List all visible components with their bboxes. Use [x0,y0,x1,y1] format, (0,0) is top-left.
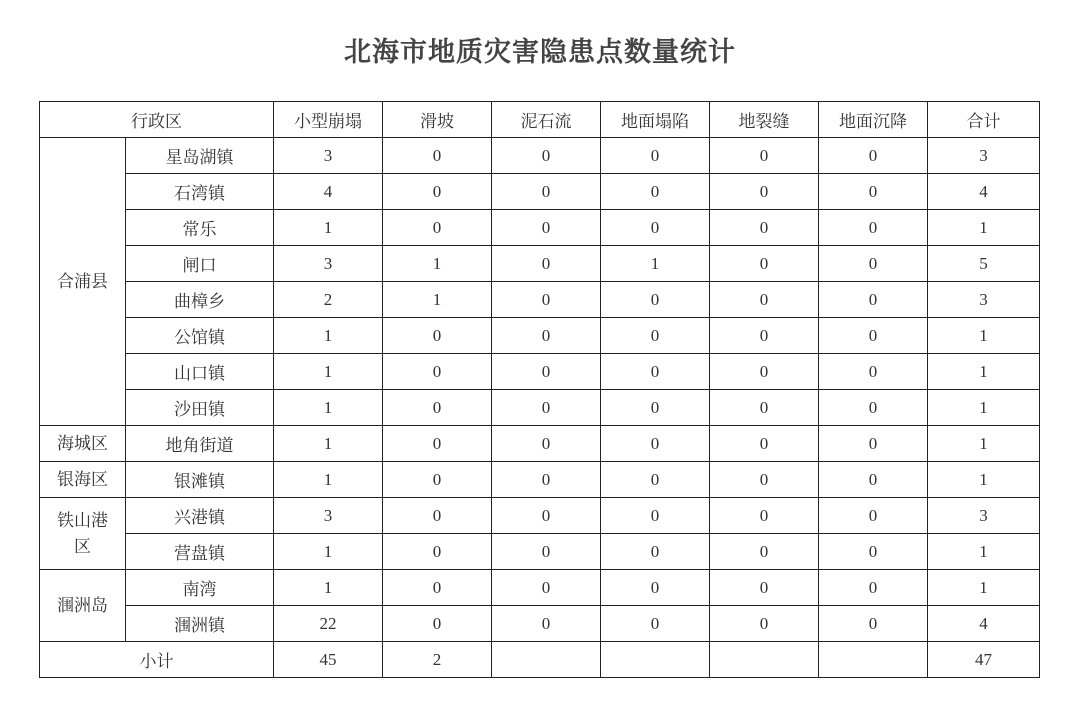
value-cell: 1 [274,534,383,570]
value-cell: 0 [819,390,928,426]
value-cell: 0 [819,534,928,570]
subtotal-label: 小计 [40,642,274,678]
town-cell: 南湾 [126,570,274,606]
total-cell: 1 [928,426,1040,462]
town-cell: 沙田镇 [126,390,274,426]
value-cell: 0 [601,606,710,642]
value-cell: 0 [710,498,819,534]
header-row [40,102,1040,138]
value-cell: 0 [601,462,710,498]
subtotal-value [710,642,819,678]
value-cell: 0 [819,174,928,210]
header-ground-fissure: 地裂缝 [710,102,819,138]
value-cell: 0 [710,246,819,282]
total-cell: 1 [928,390,1040,426]
table-row [40,498,1040,534]
district-tieshangang: 铁山港区 [40,498,126,570]
value-cell: 1 [274,570,383,606]
town-cell: 闸口 [126,246,274,282]
value-cell: 0 [492,318,601,354]
value-cell: 0 [819,462,928,498]
value-cell: 0 [492,534,601,570]
total-cell: 4 [928,606,1040,642]
town-cell: 曲樟乡 [126,282,274,318]
table-row [40,462,1040,498]
value-cell: 0 [383,426,492,462]
value-cell: 0 [710,354,819,390]
value-cell: 0 [601,426,710,462]
subtotal-value [819,642,928,678]
town-cell: 常乐 [126,210,274,246]
town-cell: 石湾镇 [126,174,274,210]
value-cell: 1 [601,246,710,282]
value-cell: 0 [492,138,601,174]
header-collapse: 小型崩塌 [274,102,383,138]
value-cell: 0 [492,174,601,210]
header-debris-flow: 泥石流 [492,102,601,138]
value-cell: 0 [492,426,601,462]
value-cell: 0 [383,354,492,390]
value-cell: 1 [383,246,492,282]
total-cell: 1 [928,534,1040,570]
total-cell: 1 [928,462,1040,498]
town-cell: 地角街道 [126,426,274,462]
value-cell: 0 [492,498,601,534]
value-cell: 0 [710,534,819,570]
value-cell: 0 [492,570,601,606]
subtotal-value: 2 [383,642,492,678]
total-cell: 1 [928,210,1040,246]
value-cell: 0 [492,606,601,642]
value-cell: 0 [601,498,710,534]
value-cell: 0 [601,318,710,354]
town-cell: 银滩镇 [126,462,274,498]
value-cell: 0 [710,462,819,498]
value-cell: 1 [274,210,383,246]
value-cell: 0 [710,174,819,210]
value-cell: 0 [601,138,710,174]
value-cell: 1 [274,462,383,498]
district-haicheng: 海城区 [40,426,126,462]
value-cell: 0 [601,570,710,606]
value-cell: 0 [383,138,492,174]
value-cell: 0 [383,390,492,426]
table-row [40,354,1040,390]
value-cell: 0 [383,534,492,570]
value-cell: 4 [274,174,383,210]
value-cell: 0 [492,246,601,282]
district-hepu: 合浦县 [40,138,126,426]
value-cell: 0 [819,318,928,354]
value-cell: 0 [492,282,601,318]
value-cell: 0 [492,462,601,498]
subtotal-value [601,642,710,678]
total-cell: 3 [928,498,1040,534]
hazard-statistics-table [39,101,1040,678]
value-cell: 0 [601,390,710,426]
district-weizhoudao: 涠洲岛 [40,570,126,642]
value-cell: 0 [710,390,819,426]
value-cell: 0 [710,606,819,642]
value-cell: 0 [383,174,492,210]
value-cell: 0 [819,570,928,606]
subtotal-total: 47 [928,642,1040,678]
header-subsidence-collapse: 地面塌陷 [601,102,710,138]
table-row [40,246,1040,282]
value-cell: 0 [710,426,819,462]
subtotal-value: 45 [274,642,383,678]
total-cell: 3 [928,138,1040,174]
town-cell: 涠洲镇 [126,606,274,642]
value-cell: 0 [492,210,601,246]
value-cell: 1 [274,426,383,462]
value-cell: 0 [383,462,492,498]
value-cell: 0 [710,210,819,246]
value-cell: 0 [710,138,819,174]
total-cell: 1 [928,354,1040,390]
total-cell: 1 [928,318,1040,354]
value-cell: 0 [819,282,928,318]
value-cell: 0 [710,570,819,606]
header-region: 行政区 [40,102,274,138]
value-cell: 0 [383,570,492,606]
table-row [40,210,1040,246]
value-cell: 1 [274,354,383,390]
table-row [40,606,1040,642]
page-title: 北海市地质灾害隐患点数量统计 [344,37,736,68]
value-cell: 0 [819,354,928,390]
value-cell: 0 [601,174,710,210]
total-cell: 3 [928,282,1040,318]
value-cell: 0 [710,282,819,318]
value-cell: 1 [274,390,383,426]
header-landslide: 滑坡 [383,102,492,138]
value-cell: 0 [383,318,492,354]
value-cell: 0 [383,498,492,534]
subtotal-value [492,642,601,678]
table-row [40,282,1040,318]
total-cell: 1 [928,570,1040,606]
table-row [40,426,1040,462]
town-cell: 营盘镇 [126,534,274,570]
value-cell: 3 [274,138,383,174]
value-cell: 0 [383,210,492,246]
value-cell: 0 [601,354,710,390]
table-row [40,570,1040,606]
table-row [40,390,1040,426]
value-cell: 0 [601,210,710,246]
town-cell: 山口镇 [126,354,274,390]
value-cell: 0 [383,606,492,642]
header-total: 合计 [928,102,1040,138]
town-cell: 兴港镇 [126,498,274,534]
value-cell: 0 [492,390,601,426]
value-cell: 0 [601,534,710,570]
header-land-subsidence: 地面沉降 [819,102,928,138]
table-row [40,318,1040,354]
district-yinhai: 银海区 [40,462,126,498]
value-cell: 1 [274,318,383,354]
value-cell: 3 [274,498,383,534]
value-cell: 2 [274,282,383,318]
town-cell: 公馆镇 [126,318,274,354]
value-cell: 0 [819,246,928,282]
value-cell: 0 [710,318,819,354]
town-cell: 星岛湖镇 [126,138,274,174]
value-cell: 0 [819,426,928,462]
value-cell: 0 [819,138,928,174]
value-cell: 0 [819,606,928,642]
value-cell: 0 [601,282,710,318]
total-cell: 5 [928,246,1040,282]
table-row [40,138,1040,174]
table-row [40,534,1040,570]
subtotal-row [40,642,1040,678]
value-cell: 0 [492,354,601,390]
value-cell: 0 [819,498,928,534]
total-cell: 4 [928,174,1040,210]
value-cell: 1 [383,282,492,318]
value-cell: 22 [274,606,383,642]
table-row [40,174,1040,210]
value-cell: 0 [819,210,928,246]
value-cell: 3 [274,246,383,282]
